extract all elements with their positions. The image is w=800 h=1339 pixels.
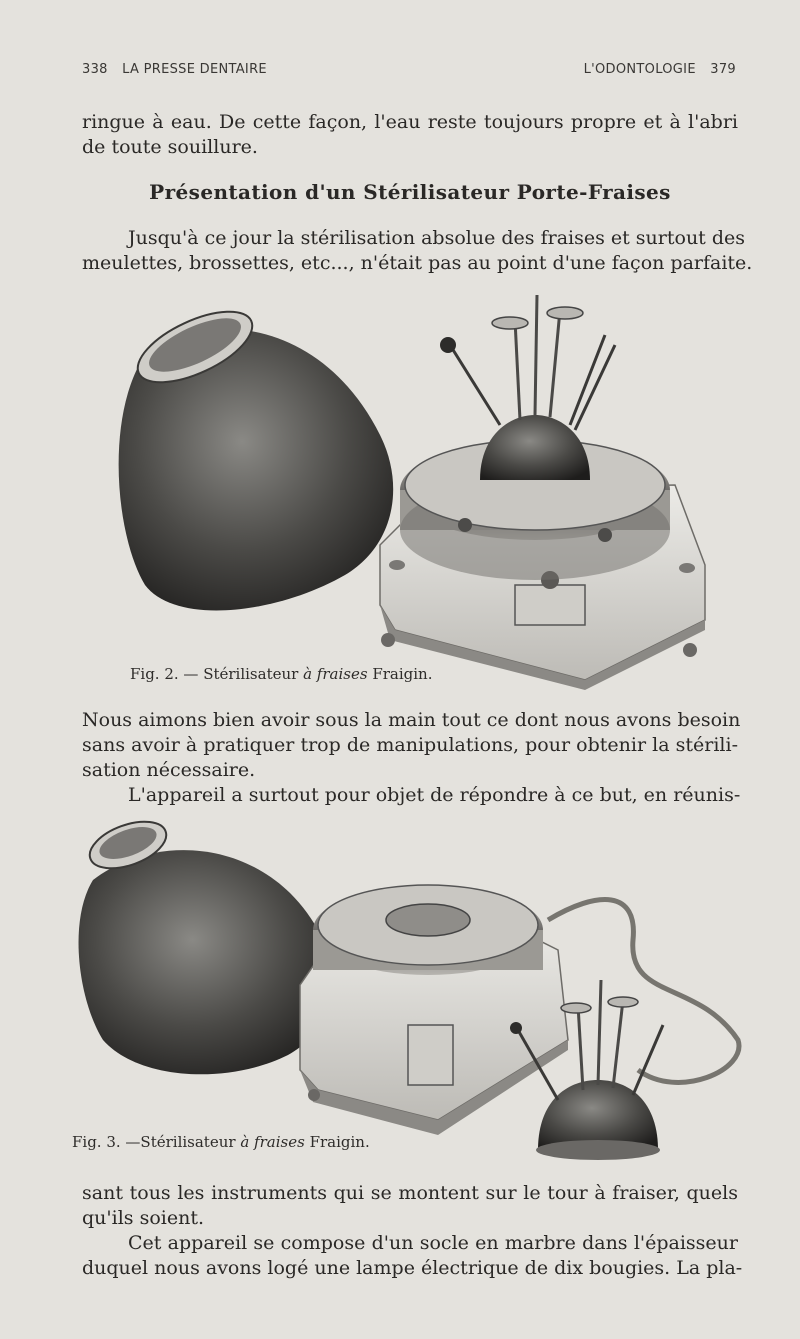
text-line: meulettes, brossettes, etc..., n'était pas au point d'une façon parfaite. [82, 252, 753, 274]
left-journal-title: LA PRESSE DENTAIRE [122, 62, 267, 77]
text-line: duquel nous avons logé une lampe électrique de dix bougies. La pla- [82, 1257, 743, 1279]
fraise-tray [313, 885, 543, 975]
text-line: L'appareil a surtout pour objet de répondre à ce but, en réunis- [128, 784, 741, 806]
closing-paragraph [82, 1181, 743, 1281]
lid-dome [79, 813, 332, 1075]
caption-italic: à fraises [240, 1133, 305, 1151]
text-line: ringue à eau. De cette façon, l'eau reste toujours propre et à l'abri [82, 111, 738, 133]
caption-label: Fig. 2. — Stérilisateur [130, 665, 299, 683]
text-line: Cet appareil se compose d'un socle en marbre dans l'épaisseur [128, 1232, 738, 1254]
figure-2-caption [130, 665, 432, 683]
text-line: Jusqu'à ce jour la stérilisation absolue des fraises et surtout des [128, 227, 746, 249]
caption-name: Fraigin. [372, 665, 433, 683]
text-line: sans avoir à pratiquer trop de manipulations, pour obtenir la stérili- [82, 734, 738, 756]
intro-paragraph [82, 226, 753, 276]
figure-3-caption [72, 1133, 370, 1151]
middle-paragraph [82, 708, 741, 808]
figure-3-photo [78, 810, 758, 1160]
lid-dome [119, 297, 394, 610]
left-page-number: 338 [82, 62, 108, 77]
running-head-right [584, 62, 736, 77]
sterilizer-with-holder-illustration [78, 810, 758, 1160]
caption-italic: à fraises [303, 665, 368, 683]
sterilizer-open-illustration [105, 285, 715, 695]
opening-paragraph [82, 110, 738, 160]
electric-cord [548, 900, 739, 1083]
figure-2-photo [105, 285, 715, 695]
text-line: sation nécessaire. [82, 759, 256, 781]
text-line: sant tous les instruments qui se montent sur le tour à fraiser, quels [82, 1182, 738, 1204]
text-line: Nous aimons bien avoir sous la main tout ce dont nous avons besoin [82, 709, 741, 731]
right-journal-title: L'ODONTOLOGIE [583, 62, 696, 77]
running-head-left [82, 62, 277, 77]
caption-name: Fraigin. [309, 1133, 370, 1151]
right-page-number: 379 [710, 62, 736, 77]
caption-label: Fig. 3. —Stérilisateur [72, 1133, 236, 1151]
text-line: qu'ils soient. [82, 1207, 204, 1229]
section-title: Présentation d'un Stérilisateur Porte-Fraises [149, 180, 671, 204]
text-line: de toute souillure. [82, 136, 258, 158]
